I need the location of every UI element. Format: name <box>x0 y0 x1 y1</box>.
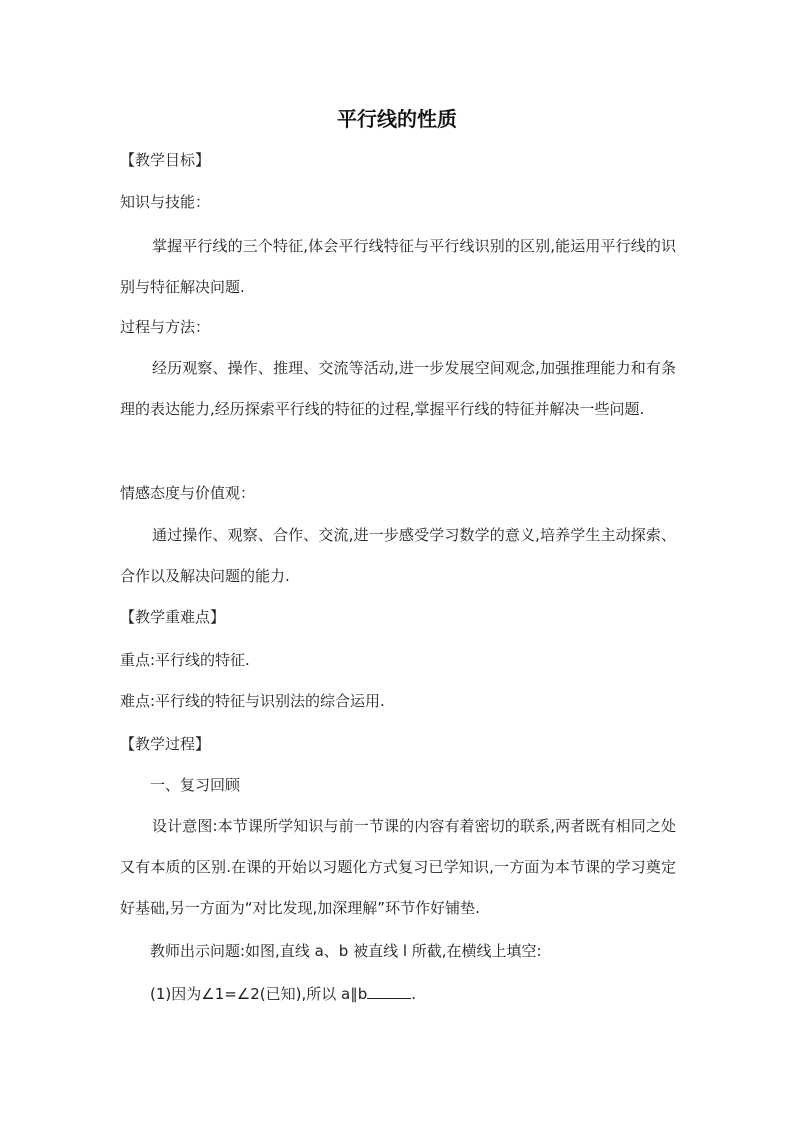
process-label: 过程与方法： <box>120 318 211 336</box>
goals-heading: 【教学目标】 <box>120 151 211 169</box>
page-title: 平行线的性质 <box>337 107 457 131</box>
knowledge-paragraph: 掌握平行线的三个特征,体会平行线特征与平行线识别的区别,能运用平行线的识别与特征解决问题. <box>120 237 676 296</box>
teacher-question: 教师出示问题:如图,直线 a、b 被直线 l 所截,在横线上填空: <box>150 942 542 960</box>
key-point: 重点:平行线的特征. <box>120 651 250 669</box>
question-1 <box>150 983 710 1004</box>
answer-blank[interactable] <box>367 983 411 999</box>
question-1-text: (1)因为∠1=∠2(已知),所以 a∥b <box>150 985 368 1003</box>
review-heading: 一、复习回顾 <box>150 776 241 794</box>
process-paragraph: 经历观察、操作、推理、交流等活动,进一步发展空间观念,加强推理能力和有条理的表达能力,经历探索平行线的特征的过程,掌握平行线的特征并解决一些问题. <box>120 359 676 418</box>
design-intent-paragraph: 设计意图:本节课所学知识与前一节课的内容有着密切的联系,两者既有相同之处又有本质的区别.在课的开始以习题化方式复习已学知识,一方面为本节课的学习奠定好基础,另一方面为“对比发现,加深理解”环节作好铺垫. <box>120 817 676 917</box>
teaching-process-heading: 【教学过程】 <box>120 735 211 753</box>
key-difficulty-heading: 【教学重难点】 <box>120 608 226 626</box>
attitude-label: 情感态度与价值观： <box>120 484 256 502</box>
knowledge-label: 知识与技能： <box>120 193 211 211</box>
difficult-point: 难点:平行线的特征与识别法的综合运用. <box>120 692 385 710</box>
question-1-end: . <box>411 985 417 1003</box>
attitude-paragraph: 通过操作、观察、合作、交流,进一步感受学习数学的意义,培养学生主动探索、合作以及解决问题的能力. <box>120 526 676 585</box>
